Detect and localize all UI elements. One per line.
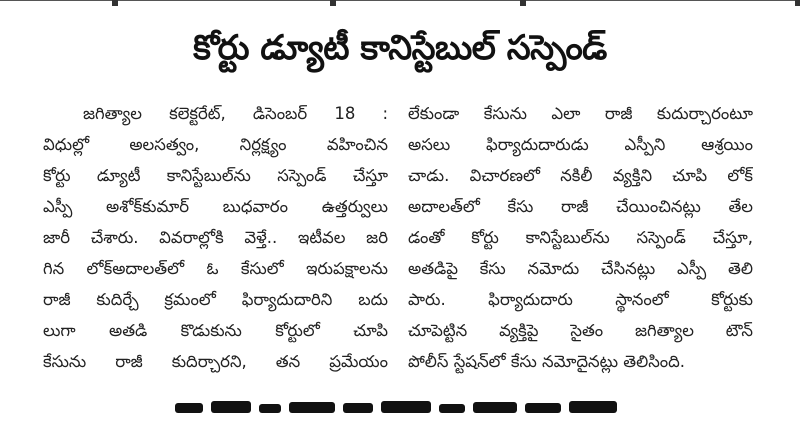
- body-line: అదాలత్‌లో కేసు రాజీ చేయించినట్లు తేల: [408, 197, 753, 216]
- body-line: రాజీ కుదిర్చే క్రమంలో ఫిర్యాదుదారిని బదు: [43, 290, 388, 309]
- body-line: జారీ చేశారు. వివరాల్లోకి వెళ్తే.. ఇటీవల జరి: [43, 228, 388, 247]
- body-line: విధుల్లో అలసత్వం, నిర్లక్ష్యం వహించిన: [43, 135, 388, 154]
- top-rule: [0, 0, 800, 5]
- body-line: అసలు ఫిర్యాదుదారుడు ఎస్పీని ఆశ్రయిం: [408, 135, 753, 154]
- body-line: ఎస్పీ అశోక్‌కుమార్ బుధవారం ఉత్తర్వులు: [43, 197, 388, 216]
- body-line: కేసును రాజీ కుదిర్చారని, తన ప్రమేయం: [43, 352, 388, 371]
- article-headline: కోర్టు డ్యూటీ కానిస్టేబుల్ సస్పెండ్: [193, 28, 607, 68]
- article-column-left: [43, 98, 388, 377]
- body-line: జగిత్యాల కలెక్టరేట్, డిసెంబర్ 18 :: [83, 104, 388, 123]
- body-line: డంతో కోర్టు కానిస్టేబుల్‌ను సస్పెండ్ చేస్తూ,: [408, 228, 753, 247]
- body-line: కోర్టు డ్యూటీ కానిస్టేబుల్‌ను సస్పెండ్ చేస్తూ: [43, 166, 388, 185]
- body-line: చాడు. విచారణలో నకిలీ వ్యక్తిని చూపి లోక్: [408, 166, 753, 185]
- cut-headline-glyphs: [155, 399, 655, 413]
- body-line: పారు. ఫిర్యాదుదారు స్థానంలో కోర్టుకు: [408, 290, 753, 309]
- body-line: గిన లోక్‌అదాలత్‌లో ఓ కేసులో ఇరుపక్షాలను: [43, 259, 388, 278]
- rule-marker: [520, 0, 526, 6]
- body-line: చూపెట్టిన వ్యక్తిపై సైతం జగిత్యాల టౌన్: [408, 321, 753, 340]
- rule-marker: [795, 0, 800, 6]
- article-column-right: [408, 98, 753, 377]
- body-line: అతడిపై కేసు నమోదు చేసినట్లు ఎస్పీ తెలి: [408, 259, 753, 278]
- body-line: లేకుండా కేసును ఎలా రాజీ కుదుర్చారంటూ: [408, 104, 753, 123]
- body-line: పోలీస్ స్టేషన్‌లో కేసు నమోదైనట్లు తెలిసింది.: [408, 352, 686, 371]
- rule-marker: [330, 0, 336, 6]
- rule-marker: [112, 0, 118, 6]
- body-line: లుగా అతడి కొడుకును కోర్టులో చూపి: [43, 321, 388, 340]
- next-headline-cut: [155, 398, 655, 428]
